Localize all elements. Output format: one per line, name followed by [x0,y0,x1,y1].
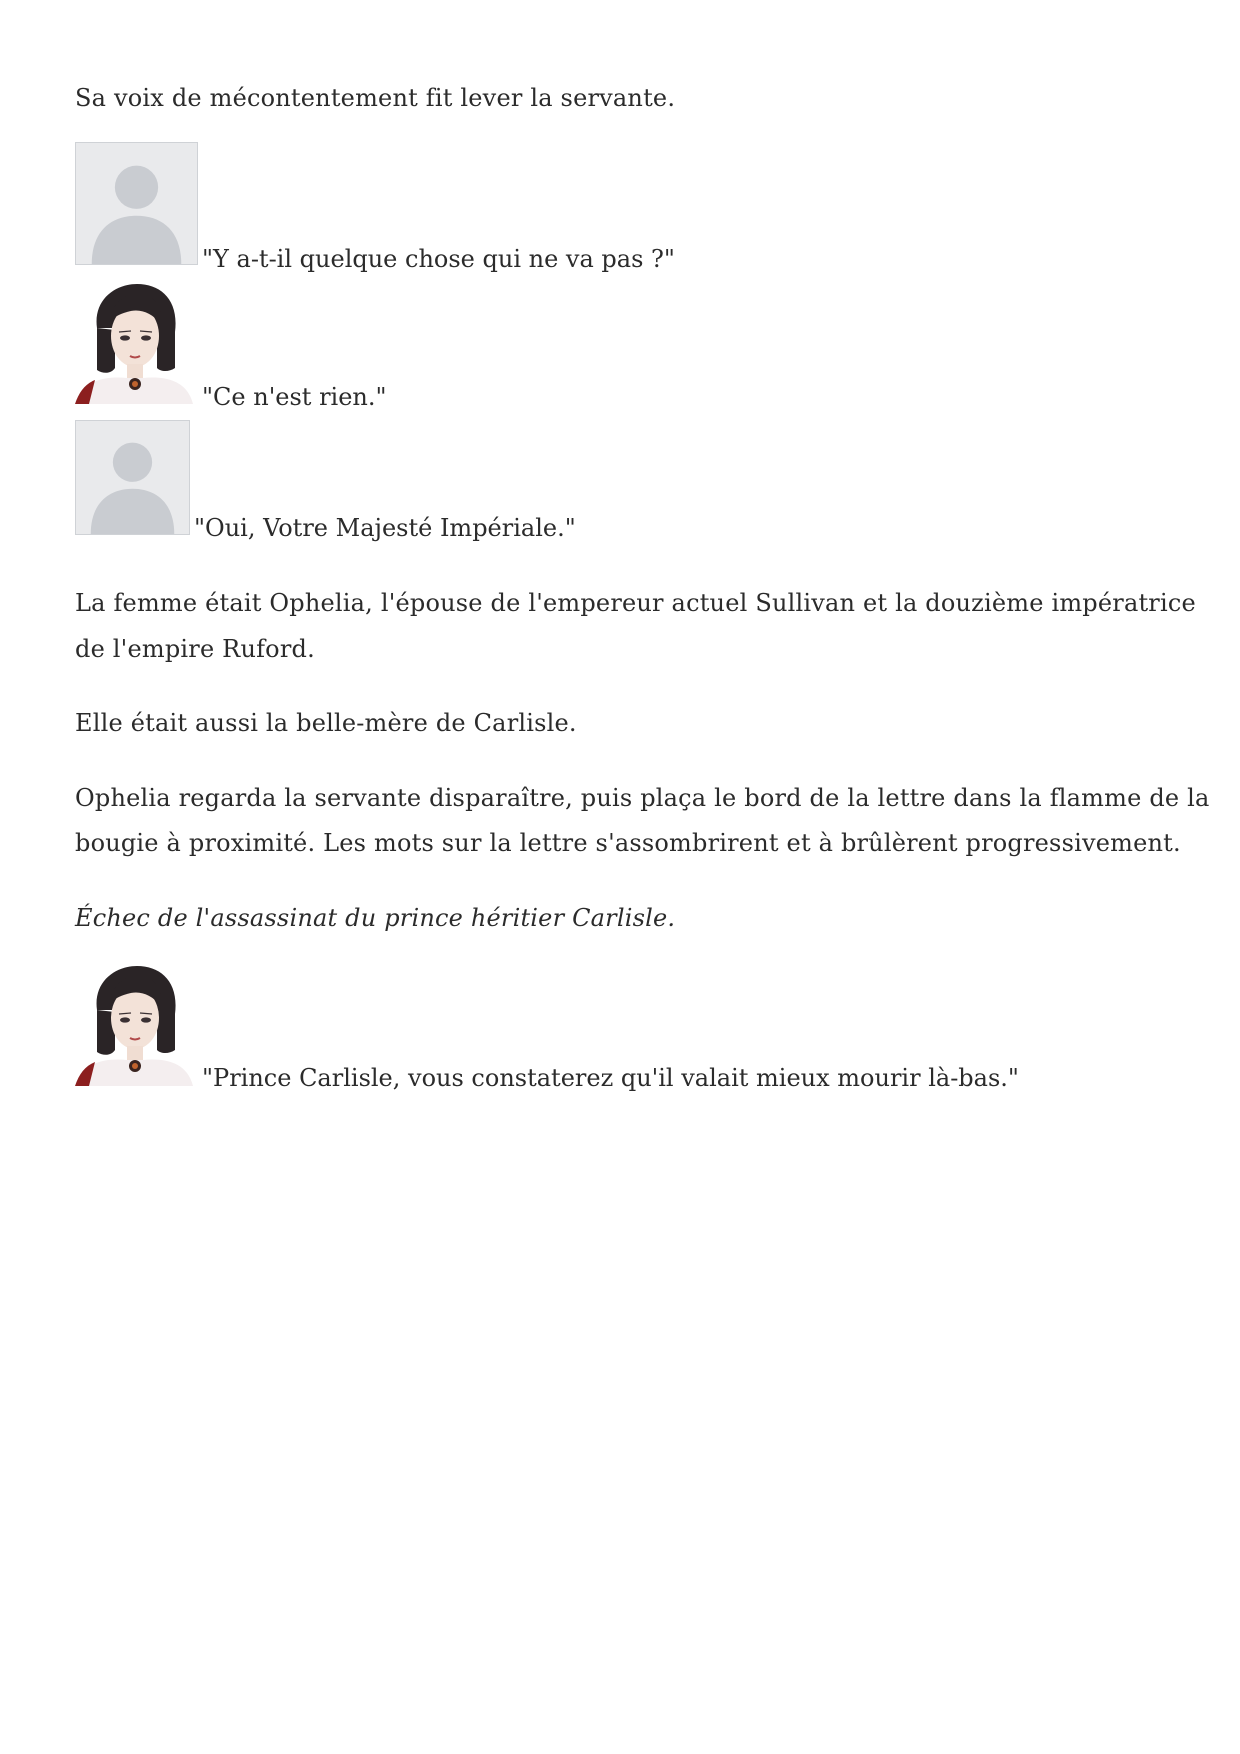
paragraph-4-line-2: bougie à proximité. Les mots sur la lettre s'assombrirent et à brûlèrent progressivement. [75,829,1181,857]
ophelia-portrait [75,280,193,404]
paragraph-3: Elle était aussi la belle-mère de Carlisle. [75,709,577,737]
dialogue-line-2: "Ce n'est rien." [202,383,387,411]
dialogue-line-3: "Oui, Votre Majesté Impériale." [194,514,576,542]
default-avatar-icon [75,142,198,265]
dialogue-line-1: "Y a-t-il quelque chose qui ne va pas ?" [202,245,675,273]
default-avatar-icon [75,420,190,535]
paragraph-4-line-1: Ophelia regarda la servante disparaître, puis plaça le bord de la lettre dans la flamme de la [75,784,1210,812]
paragraph-2-line-1: La femme était Ophelia, l'épouse de l'empereur actuel Sullivan et la douzième impératrice [75,589,1196,617]
paragraph-1: Sa voix de mécontentement fit lever la servante. [75,84,676,112]
dialogue-line-4: "Prince Carlisle, vous constaterez qu'il valait mieux mourir là-bas." [202,1064,1019,1092]
ophelia-portrait [75,962,193,1086]
paragraph-5-italic: Échec de l'assassinat du prince héritier Carlisle. [75,904,676,932]
paragraph-2-line-2: de l'empire Ruford. [75,635,315,663]
